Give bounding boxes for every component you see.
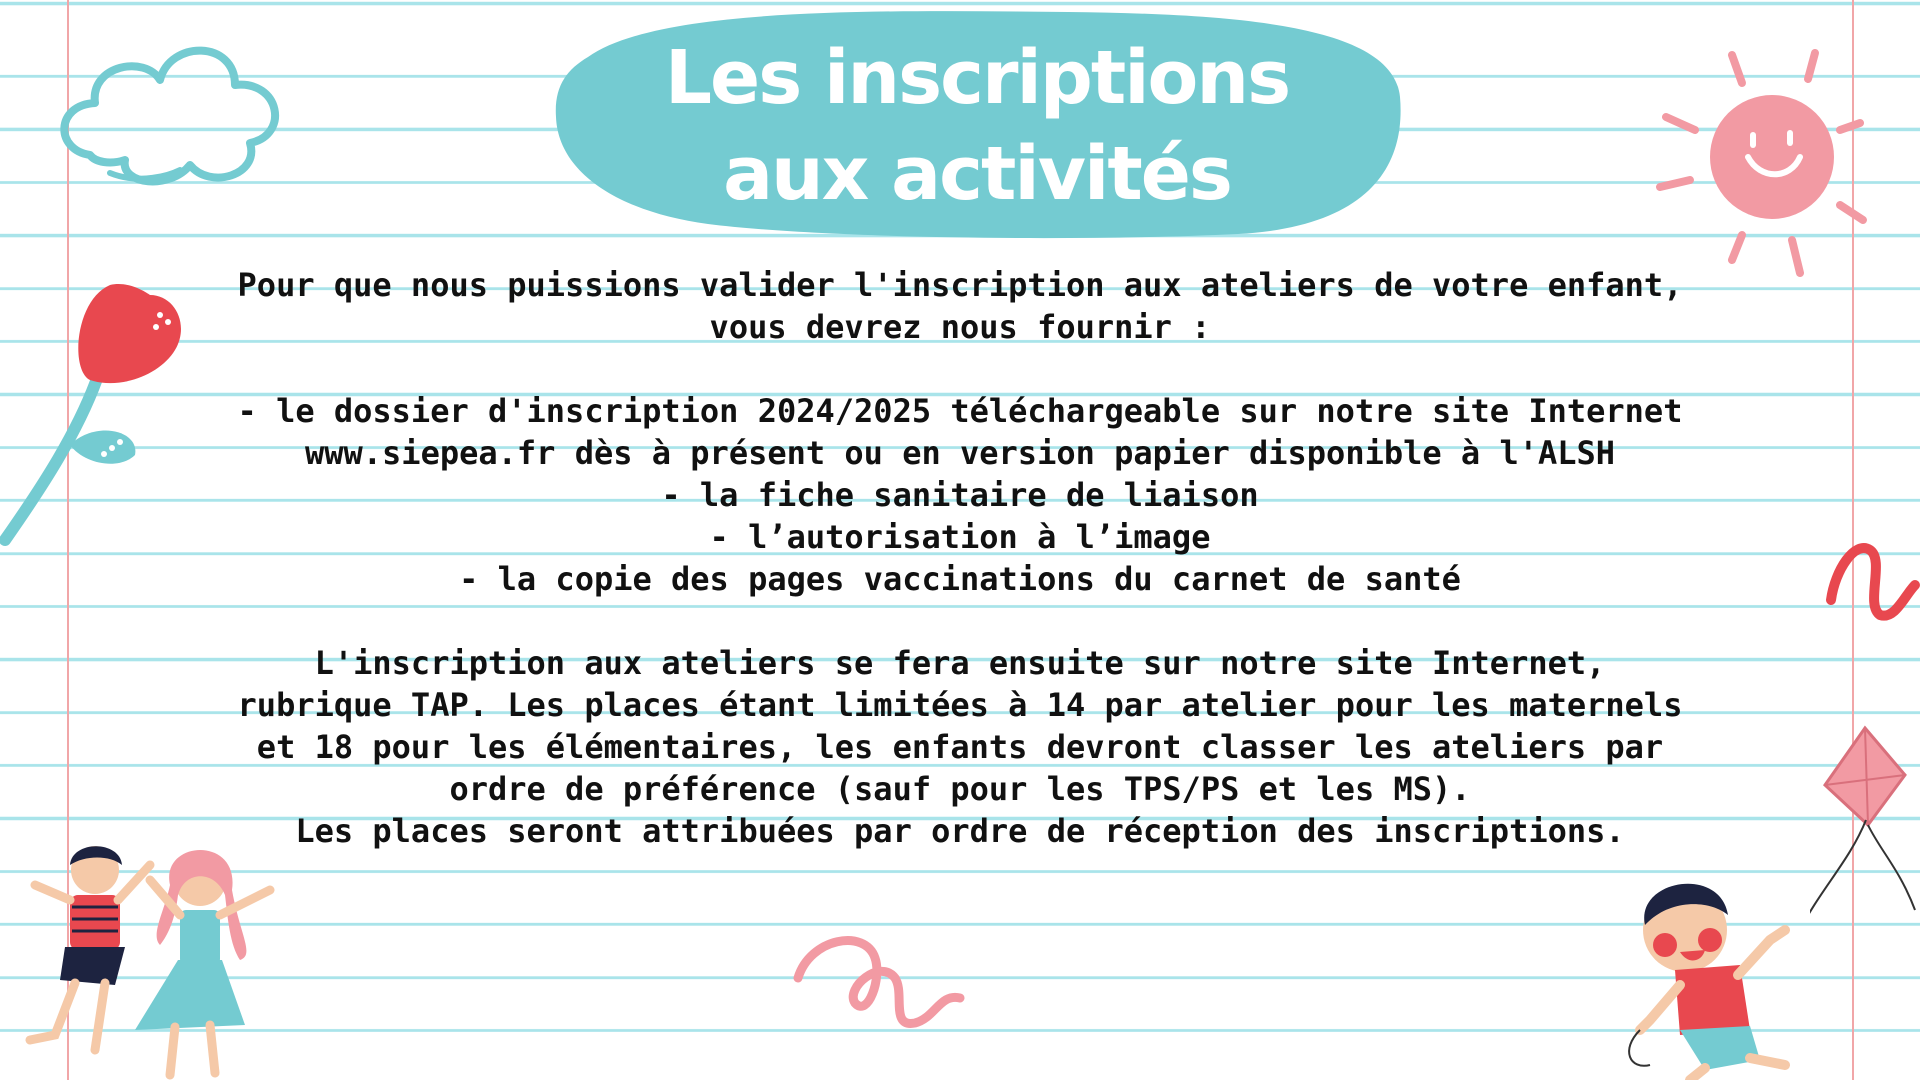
paragraph-gap [150,348,1770,390]
cloud-icon [50,25,290,195]
curl-icon [790,918,970,1038]
title-line-2: aux activités [723,131,1231,217]
sun-icon [1650,45,1875,280]
procedure-line: ordre de préférence (sauf pour les TPS/PS et les MS). [449,770,1471,808]
intro-line-2: vous devrez nous fournir : [709,308,1211,346]
title-line-1: Les inscriptions [664,35,1290,121]
procedure-line: L'inscription aux ateliers se fera ensuite sur notre site Internet, [314,644,1606,682]
tulip-icon [0,270,190,550]
document-item: - la fiche sanitaire de liaison [661,476,1259,514]
procedure-line: et 18 pour les élémentaires, les enfants devront classer les ateliers par [256,728,1664,766]
boy-with-kite-illustration [1610,870,1870,1080]
document-item: - la copie des pages vaccinations du carnet de santé [459,560,1461,598]
document-item: - le dossier d'inscription 2024/2025 téléchargeable sur notre site Internet [237,392,1683,430]
document-item: www.siepea.fr dès à présent ou en version papier disponible à l'ALSH [304,434,1616,472]
squiggle-icon [1825,530,1920,630]
document-item: - l’autorisation à l’image [709,518,1211,556]
page-title [548,30,1406,222]
procedure-line: rubrique TAP. Les places étant limitées à 14 par atelier pour les maternels [237,686,1683,724]
intro-line-1: Pour que nous puissions valider l'inscription aux ateliers de votre enfant, [237,266,1683,304]
body-text [150,264,1770,852]
paragraph-gap [150,600,1770,642]
procedure-line: Les places seront attribuées par ordre de réception des inscriptions. [295,812,1625,850]
dancing-children-illustration [0,835,290,1080]
